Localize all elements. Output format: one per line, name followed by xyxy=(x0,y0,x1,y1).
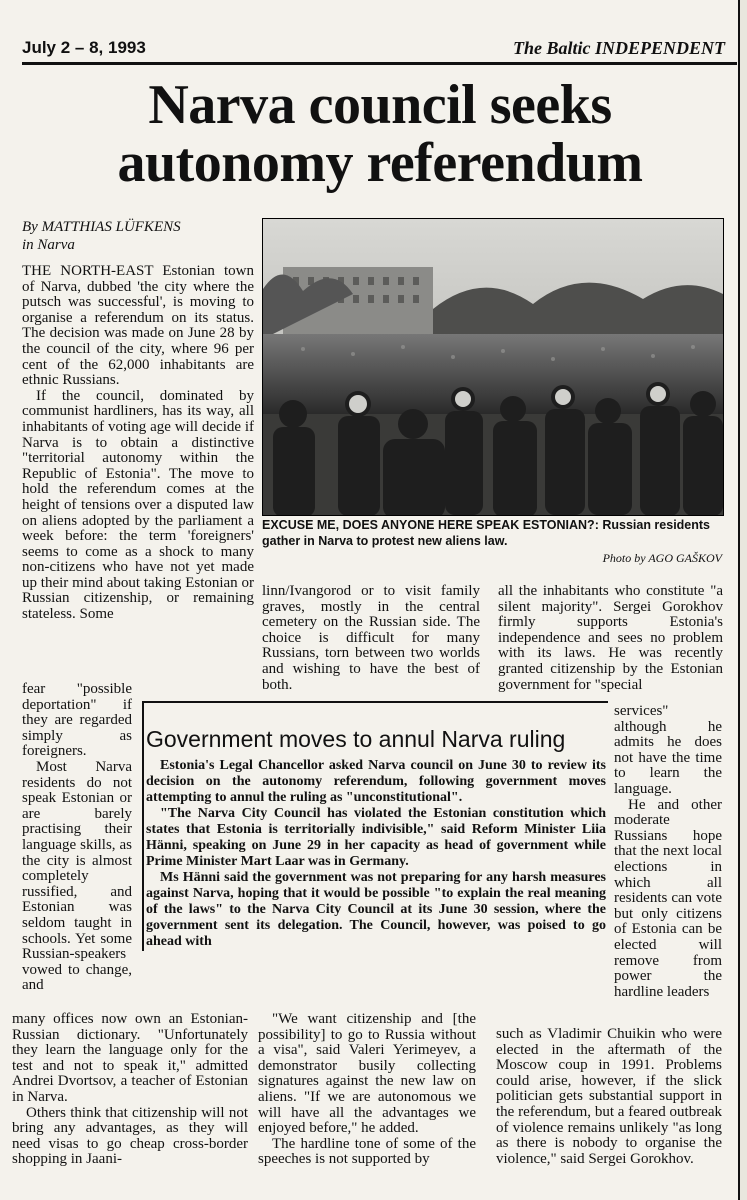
header-rule xyxy=(22,62,737,65)
article-column-1-narrow xyxy=(22,682,132,994)
article-paragraph: all the inhabitants who constitute "a silent majority". Sergei Gorokhov firmly supports Estonia's independence and sees no problem with its laws. He was recently granted citizenship by the Estonian government for "special xyxy=(498,583,723,693)
sidebar-box-rule xyxy=(142,701,608,703)
article-paragraph: If the council, dominated by communist hardliners, has its way, all inhabitants of voting age will decide if Narva is to obtain a distinctive "territorial autonomy within the Republic of Estonia". The move to hold the referendum comes at the height of tensions over a disputed law on aliens adopted by the parliament a week before: the term 'foreigners' seems to come as a shock to many non-citizens who have not yet made up their mind about taking Estonian or Russian citizenship, or remaining stateless. Some xyxy=(22,387,254,623)
adjacent-page-edge xyxy=(738,0,747,1200)
byline xyxy=(22,218,252,254)
article-column-2-bottom xyxy=(258,1012,476,1168)
article-column-3-bottom xyxy=(496,1027,722,1167)
article-paragraph: Most Narva residents do not speak Estonian or are barely practising their language skills, as the city is almost completely russified, and Estonian was seldom taught in schools. Yet some Russian-speakers vowed to change, and xyxy=(22,758,132,994)
article-column-2 xyxy=(262,584,480,693)
sidebar-box-rule xyxy=(142,701,144,951)
article-column-1 xyxy=(22,264,254,623)
article-paragraph: He and other moderate Russians hope that the next local elections in which all residents can vote but only citizens of Estonia can be elected will remove from power the hardline leaders xyxy=(614,796,722,1000)
byline-author: By MATTHIAS LÜFKENS xyxy=(22,219,181,235)
article-column-3 xyxy=(498,584,723,693)
article-paragraph: such as Vladimir Chuikin who were elected in the aftermath of the Moscow coup in 1991. Problems could arise, however, if the slick politician gets substantial support in the referendum, but a feared outbreak of violence remains unlikely "as long as there is nobody to organise the violence," said Sergei Gorokhov. xyxy=(496,1026,722,1167)
sidebar-paragraph: "The Narva City Council has violated the Estonian constitution which states that Estonia is territorially indivisible," said Reform Minister Liia Hänni, speaking on June 29 in her capacity as head of government while Prime Minister Mart Laar was in Germany. xyxy=(146,806,606,869)
article-paragraph: many offices now own an Estonian-Russian dictionary. "Unfortunately they learn the language only for the test and not to speak it," admitted Andrei Dvortsov, a teacher of Estonian in Narva. xyxy=(12,1011,248,1105)
byline-location: in Narva xyxy=(22,237,75,253)
article-paragraph: Others think that citizenship will not bring any advantages, as they will need visas to go cheap cross-border shopping in Jaani- xyxy=(12,1104,248,1168)
publication-name: The Baltic INDEPENDENT xyxy=(512,38,725,58)
article-paragraph: "We want citizenship and [the possibility] to go to Russia without a visa", said Valeri Yerimeyev, a demonstrator busily collecting signatures against the new law on aliens. "If we are autonomous we will have all the advantages we enjoyed before," he added. xyxy=(258,1011,476,1137)
headline xyxy=(20,76,740,192)
article-paragraph: THE NORTH-EAST Estonian town of Narva, dubbed 'the city where the putsch was successful', is moving to organise a referendum on its status. The decision was made on June 28 by the council of the city, where 96 per cent of the 62,000 inhabitants are ethnic Russians. xyxy=(22,263,254,389)
headline-line-1: Narva council seeks xyxy=(148,74,612,136)
photo-caption: EXCUSE ME, DOES ANYONE HERE SPEAK ESTONIAN?: Russian residents gather in Narva to protest new aliens law. xyxy=(262,518,711,548)
article-paragraph: The hardline tone of some of the speeches is not supported by xyxy=(258,1135,476,1168)
article-paragraph: linn/Ivangorod or to visit family graves, mostly in the central cemetery on the Russian side. The choice is difficult for many Russians, torn between two worlds and wishing to have the best of both. xyxy=(262,583,480,693)
issue-date: July 2 – 8, 1993 xyxy=(22,38,146,57)
sidebar-box-title: Government moves to annul Narva ruling xyxy=(146,726,566,752)
sidebar-paragraph: Estonia's Legal Chancellor asked Narva council on June 30 to review its decision on the autonomy referendum, following government moves attempting to annul the ruling as "unconstitutional". xyxy=(146,758,606,805)
headline-line-2: autonomy referendum xyxy=(117,132,643,194)
sidebar-paragraph: Ms Hänni said the government was not preparing for any harsh measures against Narva, hoping that it would be possible "to explain the real meaning of the laws" to the Narva City Council at its June 30 session, where the government sent its delegation. The Council, however, was poised to go ahead with xyxy=(146,870,606,949)
crowd-photo-image xyxy=(263,219,723,515)
article-column-3-narrow xyxy=(614,704,722,1000)
protest-photo xyxy=(262,218,724,516)
sidebar-box-body xyxy=(146,758,606,950)
article-column-1-bottom xyxy=(12,1012,248,1168)
article-paragraph: services" although he admits he does not have the time to learn the language. xyxy=(614,703,722,797)
article-paragraph: fear "possible deportation" if they are regarded simply as foreigners. xyxy=(22,681,132,760)
photo-credit: Photo by AGO GAŠKOV xyxy=(602,551,722,565)
